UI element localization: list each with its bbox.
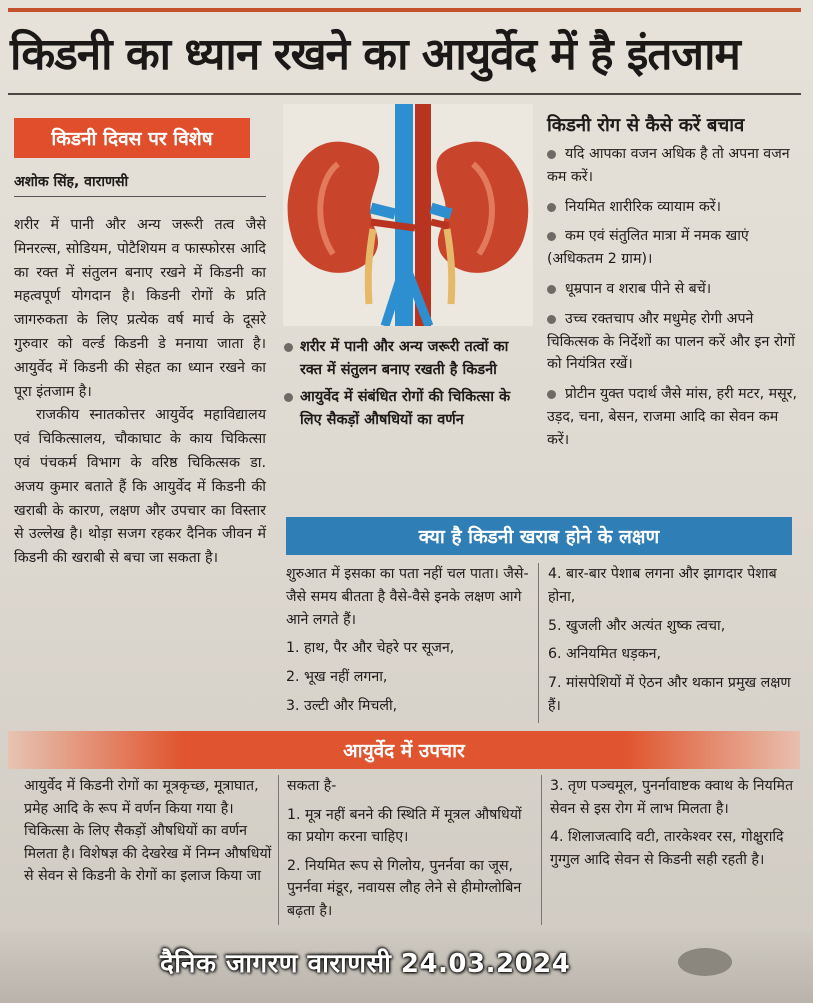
bullet-dot-icon — [547, 203, 556, 212]
prevention-list — [547, 143, 799, 459]
prevention-item: प्रोटीन युक्त पदार्थ जैसे मांस, हरी मटर, मसूर, उड़द, चना, बेसन, राजमा आदि का सेवन कम करें। — [547, 386, 797, 448]
symptom-item: 4. बार-बार पेशाब लगना और झागदार पेशाब होना, — [548, 566, 777, 605]
kidney-illustration — [283, 104, 533, 326]
prevention-item: यदि आपका वजन अधिक है तो अपना वजन कम करें। — [547, 146, 790, 185]
symptoms-heading: क्या है किडनी खराब होने के लक्षण — [286, 517, 792, 555]
symptom-item: 6. अनियमित धड़कन, — [548, 646, 662, 663]
treatment-text: आयुर्वेद में किडनी रोगों का मूत्रकृच्छ, मूत्राघात, प्रमेह आदि के रूप में वर्णन किया गया है। चिकित्सा के लिए सैकड़ों औषधियों का वर्णन मिलता है। विशेषज्ञ की देखरेख में निम्न औषधियों से सेवन से किडनी के रोगों का इलाज किया जा — [24, 778, 272, 885]
bullet-dot-icon — [547, 285, 556, 294]
highlights-list — [284, 336, 529, 436]
treatment-item: 2. नियमित रूप से गिलोय, पुनर्नवा का जूस, पुनर्नवा मंडूर, नवायस लौह लेने से हीमोग्लोबिन बढ़ता है। — [287, 857, 522, 919]
column-divider — [278, 775, 279, 925]
symptom-item: 1. हाथ, पैर और चेहरे पर सूजन, — [286, 640, 455, 657]
column-divider — [541, 775, 542, 925]
bullet-dot-icon — [547, 232, 556, 241]
prevention-heading: किडनी रोग से कैसे करें बचाव — [547, 115, 745, 136]
top-rule — [8, 8, 801, 12]
prevention-item: कम एवं संतुलित मात्रा में नमक खाएं (अधिकतम 2 ग्राम)। — [547, 228, 749, 268]
treatment-item: 3. तृण पञ्चमूल, पुनर्नावाष्टक क्वाथ के नियमित सेवन से इस रोग में लाभ मिलता है। — [550, 778, 794, 817]
source-caption: दैनिक जागरण वाराणसी 24.03.2024 — [160, 949, 571, 979]
symptoms-right-column — [548, 563, 798, 724]
headline: किडनी का ध्यान रखने का आयुर्वेद में है इंतजाम — [10, 29, 740, 80]
symptom-item: 5. खुजली और अत्यंत शुष्क त्वचा, — [548, 617, 726, 634]
prevention-item: नियमित शारीरिक व्यायाम करें। — [547, 196, 799, 219]
highlight-item: आयुर्वेद में संबंधित रोगों की चिकित्सा के लिए सैकड़ों औषधियों का वर्णन — [284, 386, 529, 432]
section-kicker: किडनी दिवस पर विशेष — [14, 118, 250, 158]
symptoms-left-column — [286, 563, 530, 724]
bullet-dot-icon — [284, 393, 293, 402]
byline: अशोक सिंह, वाराणसी — [14, 174, 129, 190]
bullet-dot-icon — [284, 343, 293, 352]
bullet-dot-icon — [547, 150, 556, 159]
column-divider — [538, 563, 539, 723]
byline-rule — [14, 196, 266, 197]
treatment-column-3 — [550, 775, 796, 877]
oval-mark-icon — [678, 948, 732, 976]
intro-column — [14, 214, 266, 571]
treatment-column-2 — [287, 775, 535, 929]
intro-paragraph: राजकीय स्नातकोत्तर आयुर्वेद महाविद्यालय एवं चिकित्सालय, चौकाघाट के काय चिकित्सा एवं पंचकर्म विभाग के वरिष्ठ चिकित्सक डा. अजय कुमार बताते हैं कि आयुर्वेद में किडनी की खराबी के कारण, लक्षण और उपचार का विस्तार से उल्लेख है। थोड़ा सजग रहकर दैनिक जीवन में किडनी की खराबी से बचा जा सकता है। — [14, 407, 266, 567]
prevention-item: धूम्रपान व शराब पीने से बचें। — [547, 278, 799, 301]
treatment-item: 4. शिलाजत्वादि वटी, तारकेश्वर रस, गोक्षुरादि गुग्गुल आदि सेवन से किडनी सही रहती है। — [550, 829, 784, 868]
prevention-item: उच्च रक्तचाप और मधुमेह रोगी अपने चिकित्सक के निर्देशों का पालन करें और इन रोगों को नियंत्रित रखें। — [547, 310, 795, 373]
treatment-heading: आयुर्वेद में उपचार — [8, 731, 800, 769]
intro-paragraph: शरीर में पानी और अन्य जरूरी तत्व जैसे मिनरल्स, सोडियम, पोटैशियम व फास्फोरस आदि का रक्त में संतुलन बनाए रखने में किडनी का महत्वपूर्ण योगदान है। किडनी रोगों के प्रति जागरुकता के लिए प्रत्येक वर्ष मार्च के दूसरे गुरुवार को वर्ल्ड किडनी डे मनाया जाता है। आयुर्वेद में किडनी की सेहत का ध्यान रखने का पूरा इंतजाम है। — [14, 217, 266, 400]
highlight-item: शरीर में पानी और अन्य जरूरी तत्वों का रक्त में संतुलन बनाए रखती है किडनी — [284, 336, 529, 382]
bullet-dot-icon — [547, 390, 556, 399]
treatment-text: सकता है- — [287, 778, 337, 794]
symptom-item: 7. मांसपेशियों में ऐठन और थकान प्रमुख लक्षण हैं। — [548, 675, 791, 714]
treatment-column-1 — [24, 775, 274, 894]
symptom-item: 2. भूख नहीं लगना, — [286, 669, 388, 686]
headline-rule — [8, 93, 801, 95]
bullet-dot-icon — [547, 315, 556, 324]
symptoms-intro: शुरुआत में इसका का पता नहीं चल पाता। जैसे-जैसे समय बीतता है वैसे-वैसे इनके लक्षण आगे आने लगते हैं। — [286, 566, 529, 628]
treatment-item: 1. मूत्र नहीं बनने की स्थिति में मूत्रल औषधियों का प्रयोग करना चाहिए। — [287, 806, 522, 846]
symptom-item: 3. उल्टी और मिचली, — [286, 697, 398, 714]
